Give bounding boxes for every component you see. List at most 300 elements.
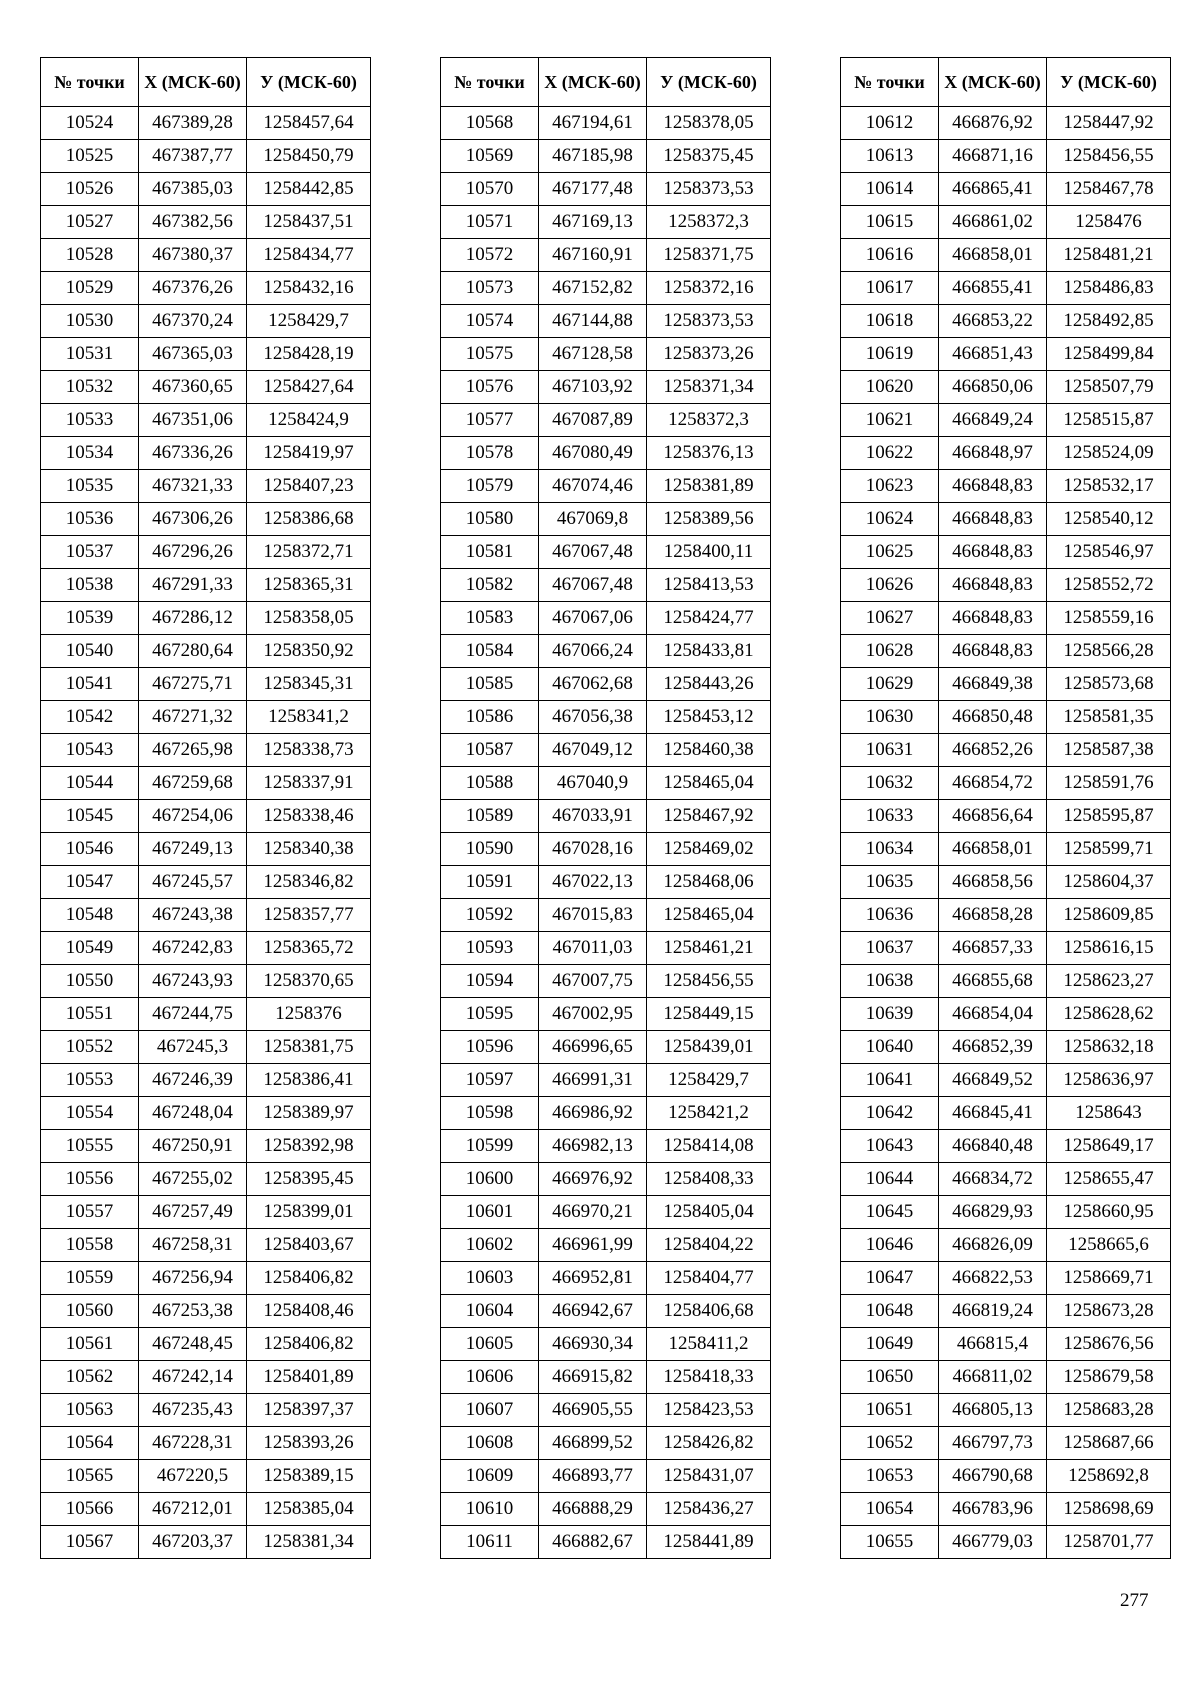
y-coordinate-cell: 1258465,04	[647, 899, 771, 932]
page-number: 277	[1120, 1590, 1149, 1611]
point-number-cell: 10582	[441, 569, 539, 602]
table-row	[41, 206, 371, 239]
x-coordinate-cell: 466848,83	[939, 635, 1047, 668]
table-row	[41, 305, 371, 338]
x-coordinate-cell: 466855,68	[939, 965, 1047, 998]
table-row	[441, 1163, 771, 1196]
point-number-cell: 10626	[841, 569, 939, 602]
x-coordinate-cell: 467370,24	[139, 305, 247, 338]
x-coordinate-cell: 466865,41	[939, 173, 1047, 206]
x-coordinate-cell: 467382,56	[139, 206, 247, 239]
point-number-cell: 10599	[441, 1130, 539, 1163]
table-row	[41, 1163, 371, 1196]
y-coordinate-cell: 1258636,97	[1047, 1064, 1171, 1097]
point-number-cell: 10634	[841, 833, 939, 866]
y-coordinate-cell: 1258341,2	[247, 701, 371, 734]
y-coordinate-cell: 1258405,04	[647, 1196, 771, 1229]
x-coordinate-cell: 466986,92	[539, 1097, 647, 1130]
y-coordinate-cell: 1258340,38	[247, 833, 371, 866]
y-coordinate-cell: 1258467,92	[647, 800, 771, 833]
x-coordinate-cell: 467067,48	[539, 569, 647, 602]
x-coordinate-cell: 467258,31	[139, 1229, 247, 1262]
point-number-cell: 10589	[441, 800, 539, 833]
y-coordinate-cell: 1258432,16	[247, 272, 371, 305]
table-row	[441, 932, 771, 965]
table-row	[441, 305, 771, 338]
table-row	[841, 503, 1171, 536]
y-coordinate-cell: 1258507,79	[1047, 371, 1171, 404]
point-number-cell: 10525	[41, 140, 139, 173]
point-number-cell: 10591	[441, 866, 539, 899]
point-number-cell: 10524	[41, 107, 139, 140]
point-number-cell: 10640	[841, 1031, 939, 1064]
x-coordinate-cell: 467271,32	[139, 701, 247, 734]
x-coordinate-cell: 467185,98	[539, 140, 647, 173]
point-number-cell: 10601	[441, 1196, 539, 1229]
y-coordinate-cell: 1258450,79	[247, 140, 371, 173]
table-row	[441, 272, 771, 305]
y-coordinate-cell: 1258476	[1047, 206, 1171, 239]
point-number-cell: 10643	[841, 1130, 939, 1163]
point-number-cell: 10654	[841, 1493, 939, 1526]
table-row	[441, 503, 771, 536]
x-coordinate-cell: 466882,67	[539, 1526, 647, 1559]
table-row	[41, 932, 371, 965]
table-row	[441, 107, 771, 140]
y-coordinate-cell: 1258365,31	[247, 569, 371, 602]
x-coordinate-cell: 466970,21	[539, 1196, 647, 1229]
point-number-cell: 10560	[41, 1295, 139, 1328]
x-coordinate-cell: 467144,88	[539, 305, 647, 338]
point-number-cell: 10546	[41, 833, 139, 866]
table-row	[41, 1031, 371, 1064]
y-coordinate-cell: 1258378,05	[647, 107, 771, 140]
y-coordinate-cell: 1258468,06	[647, 866, 771, 899]
y-coordinate-cell: 1258443,26	[647, 668, 771, 701]
point-number-cell: 10618	[841, 305, 939, 338]
y-coordinate-cell: 1258404,22	[647, 1229, 771, 1262]
y-coordinate-cell: 1258660,95	[1047, 1196, 1171, 1229]
y-coordinate-cell: 1258350,92	[247, 635, 371, 668]
x-coordinate-cell: 466826,09	[939, 1229, 1047, 1262]
point-number-cell: 10588	[441, 767, 539, 800]
y-coordinate-cell: 1258421,2	[647, 1097, 771, 1130]
table-row	[41, 1493, 371, 1526]
y-coordinate-cell: 1258337,91	[247, 767, 371, 800]
x-coordinate-cell: 467212,01	[139, 1493, 247, 1526]
header-x-coordinate: Х (МСК-60)	[539, 58, 647, 107]
y-coordinate-cell: 1258338,46	[247, 800, 371, 833]
x-coordinate-cell: 467040,9	[539, 767, 647, 800]
y-coordinate-cell: 1258423,53	[647, 1394, 771, 1427]
x-coordinate-cell: 466858,01	[939, 833, 1047, 866]
y-coordinate-cell: 1258591,76	[1047, 767, 1171, 800]
table-row	[41, 767, 371, 800]
x-coordinate-cell: 467002,95	[539, 998, 647, 1031]
x-coordinate-cell: 466952,81	[539, 1262, 647, 1295]
x-coordinate-cell: 467245,57	[139, 866, 247, 899]
x-coordinate-cell: 467243,93	[139, 965, 247, 998]
x-coordinate-cell: 467228,31	[139, 1427, 247, 1460]
x-coordinate-cell: 467336,26	[139, 437, 247, 470]
y-coordinate-cell: 1258701,77	[1047, 1526, 1171, 1559]
x-coordinate-cell: 466851,43	[939, 338, 1047, 371]
table-row	[441, 569, 771, 602]
x-coordinate-cell: 466848,83	[939, 602, 1047, 635]
table-row	[41, 371, 371, 404]
header-y-coordinate: У (МСК-60)	[1047, 58, 1171, 107]
x-coordinate-cell: 467203,37	[139, 1526, 247, 1559]
y-coordinate-cell: 1258486,83	[1047, 272, 1171, 305]
y-coordinate-cell: 1258687,66	[1047, 1427, 1171, 1460]
point-number-cell: 10534	[41, 437, 139, 470]
x-coordinate-cell: 466893,77	[539, 1460, 647, 1493]
x-coordinate-cell: 467387,77	[139, 140, 247, 173]
table-row	[841, 140, 1171, 173]
x-coordinate-cell: 466855,41	[939, 272, 1047, 305]
table-row	[441, 1229, 771, 1262]
table-row	[841, 305, 1171, 338]
x-coordinate-cell: 467248,04	[139, 1097, 247, 1130]
x-coordinate-cell: 467257,49	[139, 1196, 247, 1229]
x-coordinate-cell: 466858,28	[939, 899, 1047, 932]
y-coordinate-cell: 1258540,12	[1047, 503, 1171, 536]
table-row	[841, 206, 1171, 239]
table-row	[441, 833, 771, 866]
table-row	[441, 338, 771, 371]
y-coordinate-cell: 1258372,16	[647, 272, 771, 305]
y-coordinate-cell: 1258439,01	[647, 1031, 771, 1064]
x-coordinate-cell: 467169,13	[539, 206, 647, 239]
point-number-cell: 10638	[841, 965, 939, 998]
y-coordinate-cell: 1258408,46	[247, 1295, 371, 1328]
y-coordinate-cell: 1258373,53	[647, 305, 771, 338]
y-coordinate-cell: 1258623,27	[1047, 965, 1171, 998]
y-coordinate-cell: 1258358,05	[247, 602, 371, 635]
point-number-cell: 10636	[841, 899, 939, 932]
table-row	[41, 1526, 371, 1559]
point-number-cell: 10612	[841, 107, 939, 140]
table-row	[841, 1097, 1171, 1130]
point-number-cell: 10554	[41, 1097, 139, 1130]
y-coordinate-cell: 1258400,11	[647, 536, 771, 569]
y-coordinate-cell: 1258665,6	[1047, 1229, 1171, 1262]
x-coordinate-cell: 467066,24	[539, 635, 647, 668]
x-coordinate-cell: 466853,22	[939, 305, 1047, 338]
x-coordinate-cell: 467321,33	[139, 470, 247, 503]
y-coordinate-cell: 1258395,45	[247, 1163, 371, 1196]
x-coordinate-cell: 467087,89	[539, 404, 647, 437]
table-row	[41, 1196, 371, 1229]
table-row	[841, 1361, 1171, 1394]
x-coordinate-cell: 467067,06	[539, 602, 647, 635]
table-row	[441, 536, 771, 569]
coordinates-table-2	[440, 57, 771, 1559]
point-number-cell: 10600	[441, 1163, 539, 1196]
y-coordinate-cell: 1258371,75	[647, 239, 771, 272]
x-coordinate-cell: 467160,91	[539, 239, 647, 272]
table-row	[41, 536, 371, 569]
x-coordinate-cell: 467256,94	[139, 1262, 247, 1295]
x-coordinate-cell: 466834,72	[939, 1163, 1047, 1196]
point-number-cell: 10596	[441, 1031, 539, 1064]
table-row	[41, 734, 371, 767]
y-coordinate-cell: 1258373,26	[647, 338, 771, 371]
y-coordinate-cell: 1258453,12	[647, 701, 771, 734]
y-coordinate-cell: 1258406,82	[247, 1262, 371, 1295]
point-number-cell: 10567	[41, 1526, 139, 1559]
point-number-cell: 10650	[841, 1361, 939, 1394]
table-row	[841, 569, 1171, 602]
y-coordinate-cell: 1258370,65	[247, 965, 371, 998]
header-point-number: № точки	[841, 58, 939, 107]
point-number-cell: 10561	[41, 1328, 139, 1361]
point-number-cell: 10610	[441, 1493, 539, 1526]
x-coordinate-cell: 466848,83	[939, 569, 1047, 602]
y-coordinate-cell: 1258419,97	[247, 437, 371, 470]
y-coordinate-cell: 1258552,72	[1047, 569, 1171, 602]
y-coordinate-cell: 1258469,02	[647, 833, 771, 866]
table-row	[441, 899, 771, 932]
x-coordinate-cell: 467033,91	[539, 800, 647, 833]
point-number-cell: 10548	[41, 899, 139, 932]
table-row	[441, 1361, 771, 1394]
x-coordinate-cell: 467022,13	[539, 866, 647, 899]
table-row	[41, 701, 371, 734]
table-row	[41, 965, 371, 998]
y-coordinate-cell: 1258397,37	[247, 1394, 371, 1427]
x-coordinate-cell: 466848,83	[939, 536, 1047, 569]
y-coordinate-cell: 1258424,9	[247, 404, 371, 437]
point-number-cell: 10547	[41, 866, 139, 899]
y-coordinate-cell: 1258683,28	[1047, 1394, 1171, 1427]
y-coordinate-cell: 1258418,33	[647, 1361, 771, 1394]
table-row	[441, 866, 771, 899]
point-number-cell: 10531	[41, 338, 139, 371]
header-x-coordinate: Х (МСК-60)	[139, 58, 247, 107]
point-number-cell: 10633	[841, 800, 939, 833]
table-row	[441, 470, 771, 503]
x-coordinate-cell: 467306,26	[139, 503, 247, 536]
y-coordinate-cell: 1258389,97	[247, 1097, 371, 1130]
y-coordinate-cell: 1258559,16	[1047, 602, 1171, 635]
table-row	[41, 1064, 371, 1097]
x-coordinate-cell: 466815,4	[939, 1328, 1047, 1361]
table-row	[841, 107, 1171, 140]
x-coordinate-cell: 467291,33	[139, 569, 247, 602]
y-coordinate-cell: 1258429,7	[647, 1064, 771, 1097]
point-number-cell: 10578	[441, 437, 539, 470]
y-coordinate-cell: 1258399,01	[247, 1196, 371, 1229]
point-number-cell: 10644	[841, 1163, 939, 1196]
y-coordinate-cell: 1258456,55	[1047, 140, 1171, 173]
table-row	[841, 998, 1171, 1031]
x-coordinate-cell: 466797,73	[939, 1427, 1047, 1460]
x-coordinate-cell: 466852,39	[939, 1031, 1047, 1064]
table-row	[841, 338, 1171, 371]
x-coordinate-cell: 466961,99	[539, 1229, 647, 1262]
x-coordinate-cell: 466848,83	[939, 470, 1047, 503]
point-number-cell: 10565	[41, 1460, 139, 1493]
y-coordinate-cell: 1258381,34	[247, 1526, 371, 1559]
point-number-cell: 10528	[41, 239, 139, 272]
x-coordinate-cell: 467351,06	[139, 404, 247, 437]
table-row	[841, 866, 1171, 899]
point-number-cell: 10627	[841, 602, 939, 635]
point-number-cell: 10607	[441, 1394, 539, 1427]
point-number-cell: 10556	[41, 1163, 139, 1196]
table-row	[841, 800, 1171, 833]
y-coordinate-cell: 1258406,68	[647, 1295, 771, 1328]
x-coordinate-cell: 466930,34	[539, 1328, 647, 1361]
coordinates-table-1	[40, 57, 371, 1559]
point-number-cell: 10527	[41, 206, 139, 239]
x-coordinate-cell: 467254,06	[139, 800, 247, 833]
table-row	[41, 569, 371, 602]
x-coordinate-cell: 467246,39	[139, 1064, 247, 1097]
y-coordinate-cell: 1258403,67	[247, 1229, 371, 1262]
y-coordinate-cell: 1258346,82	[247, 866, 371, 899]
y-coordinate-cell: 1258392,98	[247, 1130, 371, 1163]
y-coordinate-cell: 1258372,3	[647, 206, 771, 239]
x-coordinate-cell: 466899,52	[539, 1427, 647, 1460]
x-coordinate-cell: 467250,91	[139, 1130, 247, 1163]
table-row	[441, 1031, 771, 1064]
table-row	[41, 404, 371, 437]
x-coordinate-cell: 466905,55	[539, 1394, 647, 1427]
table-row	[441, 1493, 771, 1526]
x-coordinate-cell: 466856,64	[939, 800, 1047, 833]
x-coordinate-cell: 467244,75	[139, 998, 247, 1031]
table-row	[441, 767, 771, 800]
y-coordinate-cell: 1258532,17	[1047, 470, 1171, 503]
table-row	[41, 635, 371, 668]
table-header-row	[441, 58, 771, 107]
table-row	[41, 1460, 371, 1493]
point-number-cell: 10577	[441, 404, 539, 437]
point-number-cell: 10602	[441, 1229, 539, 1262]
x-coordinate-cell: 467380,37	[139, 239, 247, 272]
x-coordinate-cell: 466876,92	[939, 107, 1047, 140]
point-number-cell: 10590	[441, 833, 539, 866]
table-row	[841, 1493, 1171, 1526]
x-coordinate-cell: 466854,04	[939, 998, 1047, 1031]
table-row	[41, 470, 371, 503]
y-coordinate-cell: 1258628,62	[1047, 998, 1171, 1031]
x-coordinate-cell: 467028,16	[539, 833, 647, 866]
point-number-cell: 10593	[441, 932, 539, 965]
y-coordinate-cell: 1258408,33	[647, 1163, 771, 1196]
table-row	[841, 470, 1171, 503]
x-coordinate-cell: 466854,72	[939, 767, 1047, 800]
point-number-cell: 10653	[841, 1460, 939, 1493]
point-number-cell: 10550	[41, 965, 139, 998]
x-coordinate-cell: 467128,58	[539, 338, 647, 371]
point-number-cell: 10569	[441, 140, 539, 173]
y-coordinate-cell: 1258389,56	[647, 503, 771, 536]
table-row	[841, 1394, 1171, 1427]
y-coordinate-cell: 1258566,28	[1047, 635, 1171, 668]
point-number-cell: 10557	[41, 1196, 139, 1229]
point-number-cell: 10616	[841, 239, 939, 272]
y-coordinate-cell: 1258436,27	[647, 1493, 771, 1526]
header-y-coordinate: У (МСК-60)	[647, 58, 771, 107]
x-coordinate-cell: 466805,13	[939, 1394, 1047, 1427]
table-row	[441, 1097, 771, 1130]
point-number-cell: 10598	[441, 1097, 539, 1130]
table-row	[841, 1229, 1171, 1262]
point-number-cell: 10551	[41, 998, 139, 1031]
point-number-cell: 10542	[41, 701, 139, 734]
point-number-cell: 10620	[841, 371, 939, 404]
table-row	[441, 701, 771, 734]
table-row	[41, 1361, 371, 1394]
y-coordinate-cell: 1258338,73	[247, 734, 371, 767]
table-row	[841, 371, 1171, 404]
y-coordinate-cell: 1258401,89	[247, 1361, 371, 1394]
y-coordinate-cell: 1258371,34	[647, 371, 771, 404]
x-coordinate-cell: 466849,52	[939, 1064, 1047, 1097]
x-coordinate-cell: 467194,61	[539, 107, 647, 140]
table-row	[41, 239, 371, 272]
x-coordinate-cell: 467389,28	[139, 107, 247, 140]
point-number-cell: 10585	[441, 668, 539, 701]
x-coordinate-cell: 467243,38	[139, 899, 247, 932]
point-number-cell: 10559	[41, 1262, 139, 1295]
x-coordinate-cell: 467253,38	[139, 1295, 247, 1328]
table-row	[841, 602, 1171, 635]
table-row	[41, 173, 371, 206]
table-row	[41, 140, 371, 173]
point-number-cell: 10555	[41, 1130, 139, 1163]
y-coordinate-cell: 1258524,09	[1047, 437, 1171, 470]
x-coordinate-cell: 466848,83	[939, 503, 1047, 536]
table-row	[441, 1460, 771, 1493]
table-row	[841, 1328, 1171, 1361]
y-coordinate-cell: 1258372,71	[247, 536, 371, 569]
point-number-cell: 10575	[441, 338, 539, 371]
table-row	[841, 1064, 1171, 1097]
y-coordinate-cell: 1258428,19	[247, 338, 371, 371]
x-coordinate-cell: 467385,03	[139, 173, 247, 206]
point-number-cell: 10529	[41, 272, 139, 305]
y-coordinate-cell: 1258389,15	[247, 1460, 371, 1493]
x-coordinate-cell: 466852,26	[939, 734, 1047, 767]
table-row	[841, 701, 1171, 734]
table-row	[841, 1295, 1171, 1328]
table-header-row	[841, 58, 1171, 107]
x-coordinate-cell: 466976,92	[539, 1163, 647, 1196]
y-coordinate-cell: 1258426,82	[647, 1427, 771, 1460]
point-number-cell: 10532	[41, 371, 139, 404]
x-coordinate-cell: 466915,82	[539, 1361, 647, 1394]
y-coordinate-cell: 1258449,15	[647, 998, 771, 1031]
table-row	[841, 833, 1171, 866]
x-coordinate-cell: 467049,12	[539, 734, 647, 767]
table-row	[441, 239, 771, 272]
table-row	[841, 899, 1171, 932]
point-number-cell: 10576	[441, 371, 539, 404]
table-row	[441, 1130, 771, 1163]
y-coordinate-cell: 1258365,72	[247, 932, 371, 965]
y-coordinate-cell: 1258679,58	[1047, 1361, 1171, 1394]
table-row	[841, 1526, 1171, 1559]
x-coordinate-cell: 467360,65	[139, 371, 247, 404]
table-row	[841, 437, 1171, 470]
point-number-cell: 10566	[41, 1493, 139, 1526]
x-coordinate-cell: 467376,26	[139, 272, 247, 305]
x-coordinate-cell: 467242,83	[139, 932, 247, 965]
